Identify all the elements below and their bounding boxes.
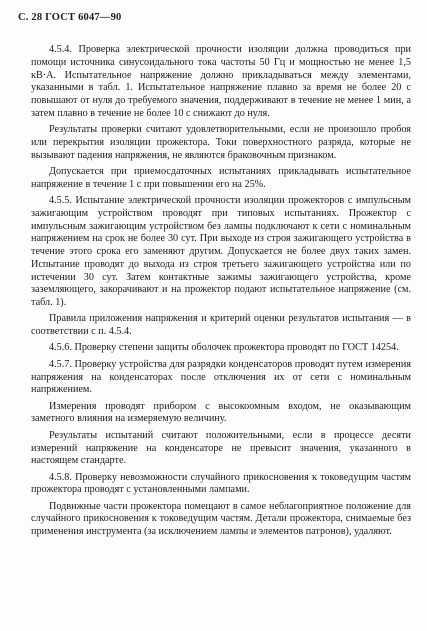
paragraph-acceptance-test: Допускается при приемосдаточных испытаниях прикладывать испытательное напряжение в течение 1 с при повышении его на 25%. xyxy=(31,165,411,190)
page-header: С. 28 ГОСТ 6047—90 xyxy=(18,12,122,23)
paragraph-4-5-6: 4.5.6. Проверку степени защиты оболочек прожектора проводят по ГОСТ 14254. xyxy=(49,342,399,354)
paragraph-4-5-5: 4.5.5. Испытание электрической прочности изоляции прожекторов с импульсным зажигающим устройством проводят при типовых испытаниях. Прожектор с импульсным зажигающим устройством без лампы подключают к сети с номинальным напряжением на срок не более 30 сут. При выходе из строя зажигающего устройства в течение этого срока его заменяют другим. Допускается не более двух таких замен. Испытание проводят до выхода из строя третьего зажигающего устройства или по истечении 30 сут. Затем контактные зажимы зажигающего устройства, кроме заземляющего, закорачивают и на прожектор подают испытательное напряжение (см. табл. 1). xyxy=(31,195,411,309)
paragraph-4-5-8: 4.5.8. Проверку невозможности случайного прикосновения к токоведущим частям прожектора проводят с установленными лампами. xyxy=(31,471,411,496)
paragraph-results-4-5-7: Результаты испытаний считают положительными, если в процессе десяти измерений напряжение на конденсаторе не превысит значения, указанного в настоящем стандарте. xyxy=(31,429,411,467)
paragraph-4-5-7: 4.5.7. Проверку устройства для разрядки конденсаторов проводят путем измерения напряжения на конденсаторах после отключения их от сети с номинальным напряжением. xyxy=(31,358,411,396)
paragraph-rules-4-5-5: Правила приложения напряжения и критерий оценки результатов испытания — в соответствии с п. 4.5.4. xyxy=(31,313,411,338)
document-body xyxy=(31,44,411,543)
paragraph-4-5-4: 4.5.4. Проверка электрической прочности изоляции должна проводиться при помощи источника синусоидального тока частоты 50 Гц и мощностью не менее 1,5 кВ·А. Испытательное напряжение должно прикладываться между элементами, указанными в табл. 1. Испытательное напряжение плавно за время не более 20 с повышают от нуля до требуемого значения, поддерживают в течение не менее 1 мин, а затем плавно в течение не более 10 с снижают до нуля. xyxy=(31,44,411,119)
paragraph-moving-parts: Подвижные части прожектора помещают в самое неблагоприятное положение для случайного прикосновения к токоведущим частям. Детали прожектора, снимаемые без применения инструмента (за исключением лампы и элементов патронов), удаляют. xyxy=(31,500,411,538)
paragraph-results-4-5-4: Результаты проверки считают удовлетворительными, если не произошло пробоя или перекрытия изоляции прожектора. Токи поверхностного разряда, которые не вызывают падения напряжения, не являются браковочным признаком. xyxy=(31,124,411,161)
paragraph-measurements: Измерения проводят прибором с высокоомным входом, не оказывающим заметного влияния на измеряемую величину. xyxy=(31,400,411,425)
